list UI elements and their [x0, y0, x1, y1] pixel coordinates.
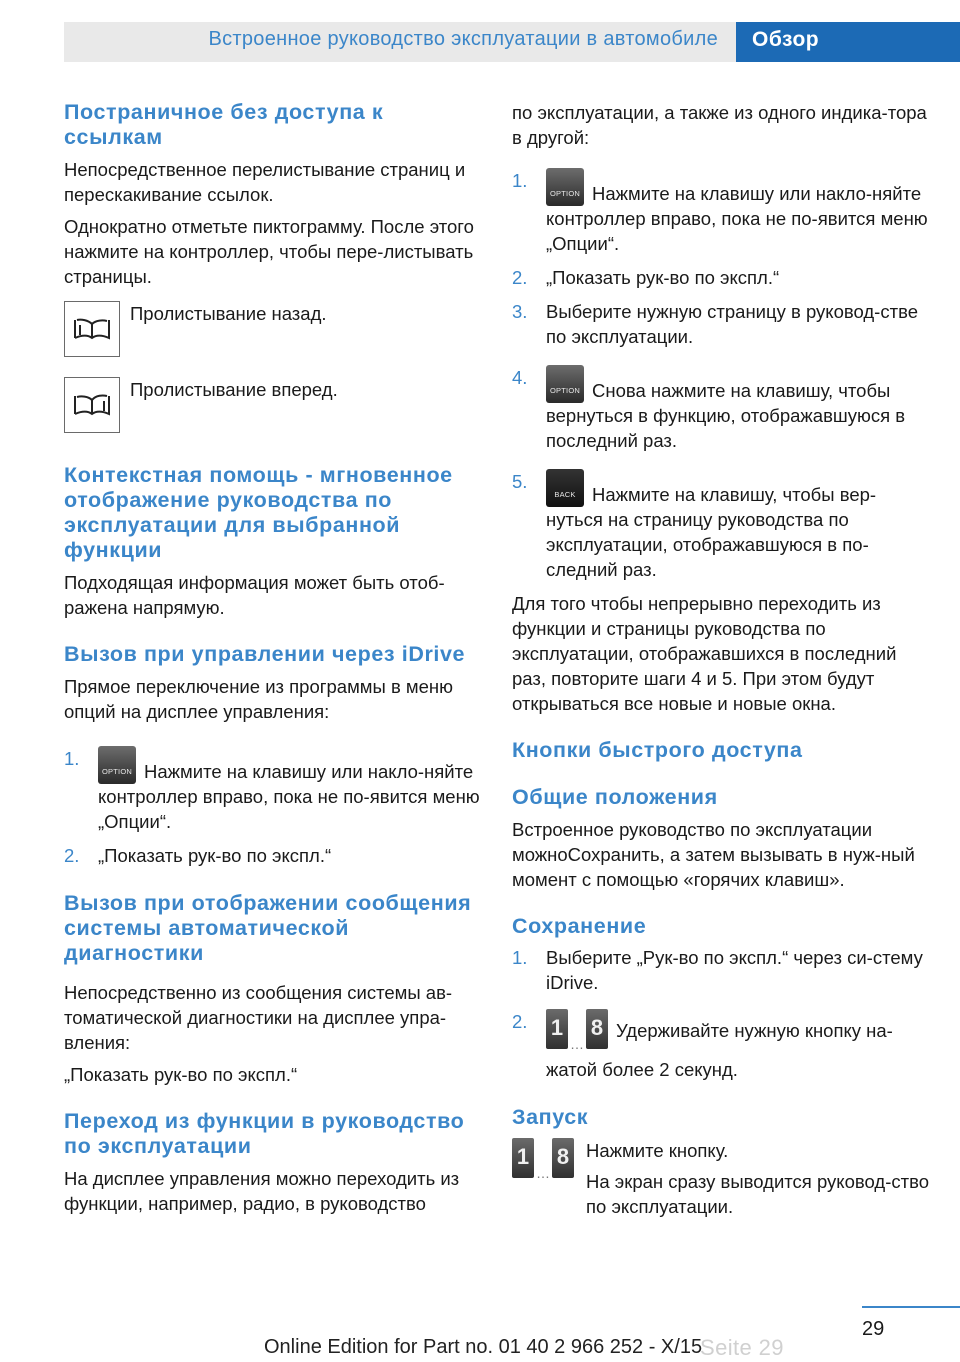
step-number: 4. [512, 367, 528, 388]
page-forward-icon [64, 377, 120, 433]
key-8-icon: 8 [552, 1138, 574, 1178]
page-number-rule [862, 1306, 960, 1308]
steps-switch [512, 168, 932, 582]
section-title: Встроенное руководство эксплуатации в автомобиле [208, 28, 718, 50]
key-1-icon: 1 [546, 1009, 568, 1049]
heading-page-by-page: Постраничное без доступа к ссылкам [64, 100, 384, 149]
key-1-icon: 1 [512, 1138, 534, 1178]
start-row [512, 1138, 932, 1219]
section-tab [736, 22, 960, 62]
paragraph: На экран сразу выводится руковод-ство по эксплуатации. [586, 1171, 929, 1217]
page-back-label: Пролистывание назад. [130, 303, 327, 324]
option-key-icon: OPTION [546, 168, 584, 206]
step-number: 2. [512, 1011, 528, 1032]
step-text: „Показать рук-во по экспл.“ [546, 267, 780, 288]
list-item [64, 843, 484, 868]
paragraph: „Показать рук-во по экспл.“ [64, 1064, 298, 1085]
list-item [512, 945, 932, 995]
step-text: Удерживайте нужную кнопку на-жатой более 2 секунд. [546, 1020, 893, 1080]
heading-switch-function: Переход из функции в руководство по эксплуатации [64, 1109, 465, 1158]
step-text: Выберите „Рук-во по экспл.“ через си-стему iDrive. [546, 947, 923, 993]
step-text: „Показать рук-во по экспл.“ [98, 845, 332, 866]
heading-save: Сохранение [512, 914, 647, 938]
section-tab-label: Обзор [752, 28, 820, 51]
step-number: 2. [512, 267, 528, 288]
page-forward-row [64, 377, 484, 433]
step-text: Нажмите на клавишу или накло-няйте контроллер вправо, пока не по-явится меню „Опции“. [98, 761, 480, 832]
paragraph: Однократно отметьте пиктограмму. После этого нажмите на контроллер, чтобы пере-листывать страницы. [64, 216, 474, 287]
paragraph: Непосредственно из сообщения системы ав-томатической диагностики на дисплее упра-вления: [64, 982, 453, 1053]
step-number: 5. [512, 471, 528, 492]
step-text: Нажмите на клавишу, чтобы вер-нуться на страницу руководства по эксплуатации, отображавшуюся в по-следний раз. [546, 484, 877, 580]
page-back-icon [64, 301, 120, 357]
favorite-keys-icon: 1 … 8 [546, 1009, 608, 1057]
heading-context-help: Контекстная помощь - мгновенное отображение руководства по эксплуатации для выбранной функции [64, 463, 453, 562]
steps-save [512, 945, 932, 1082]
paragraph: Нажмите кнопку. [586, 1140, 729, 1161]
steps-idrive [64, 746, 484, 868]
key-8-icon: 8 [586, 1009, 608, 1049]
step-number: 3. [512, 301, 528, 322]
page-number: 29 [862, 1318, 885, 1340]
paragraph: Для того чтобы непрерывно переходить из функции и страницы руководства по эксплуатации, отображавшихся в последний раз, повторите шаги 4 и 5. При этом будут открываться все новые и новые окна. [512, 593, 897, 714]
page-header [0, 0, 960, 62]
paragraph: На дисплее управления можно переходить из функции, например, радио, в руководство [64, 1168, 460, 1214]
step-text: Выберите нужную страницу в руковод-стве по эксплуатации. [546, 301, 918, 347]
section-title-bar [64, 22, 736, 62]
heading-idrive: Вызов при управлении через iDrive [64, 642, 466, 666]
list-item [512, 365, 932, 453]
step-number: 2. [64, 845, 80, 866]
heading-favorites: Кнопки быстрого доступа [512, 738, 803, 762]
footer-edition: Online Edition for Part no. 01 40 2 966 252 - X/15 [264, 1336, 703, 1358]
right-column [512, 100, 932, 1219]
heading-start: Запуск [512, 1105, 589, 1129]
watermark: Seite 29 [700, 1335, 784, 1360]
paragraph: Прямое переключение из программы в меню опций на дисплее управления: [64, 676, 454, 722]
step-number: 1. [64, 748, 80, 769]
list-item [64, 746, 484, 834]
list-item [512, 469, 932, 582]
step-number: 1. [512, 170, 528, 191]
list-item [512, 265, 932, 290]
list-item [512, 299, 932, 349]
paragraph: Подходящая информация может быть отоб-ражена напрямую. [64, 572, 445, 618]
option-key-icon: OPTION [546, 365, 584, 403]
heading-check-control: Вызов при отображении сообщения системы автоматической диагностики [64, 891, 472, 965]
option-key-icon: OPTION [98, 746, 136, 784]
paragraph: Встроенное руководство по эксплуатации можноСохранить, а затем вызывать в нуж-ный момент с помощью «горячих клавиш». [512, 819, 915, 890]
paragraph: Непосредственное перелистывание страниц и перескакивание ссылок. [64, 159, 466, 205]
page-back-row [64, 301, 484, 357]
back-key-icon: BACK [546, 469, 584, 507]
paragraph: по эксплуатации, а также из одного индика-тора в другой: [512, 102, 927, 148]
left-column [64, 100, 484, 1216]
favorite-keys-icon: 1 … 8 [512, 1138, 586, 1181]
page-forward-label: Пролистывание вперед. [130, 379, 338, 400]
list-item [512, 168, 932, 256]
step-text: Нажмите на клавишу или накло-няйте контроллер вправо, пока не по-явится меню „Опции“. [546, 183, 928, 254]
list-item [512, 1009, 932, 1082]
step-number: 1. [512, 947, 528, 968]
heading-general: Общие положения [512, 785, 718, 809]
step-text: Снова нажмите на клавишу, чтобы вернуться в функцию, отображавшуюся в последний раз. [546, 380, 906, 451]
